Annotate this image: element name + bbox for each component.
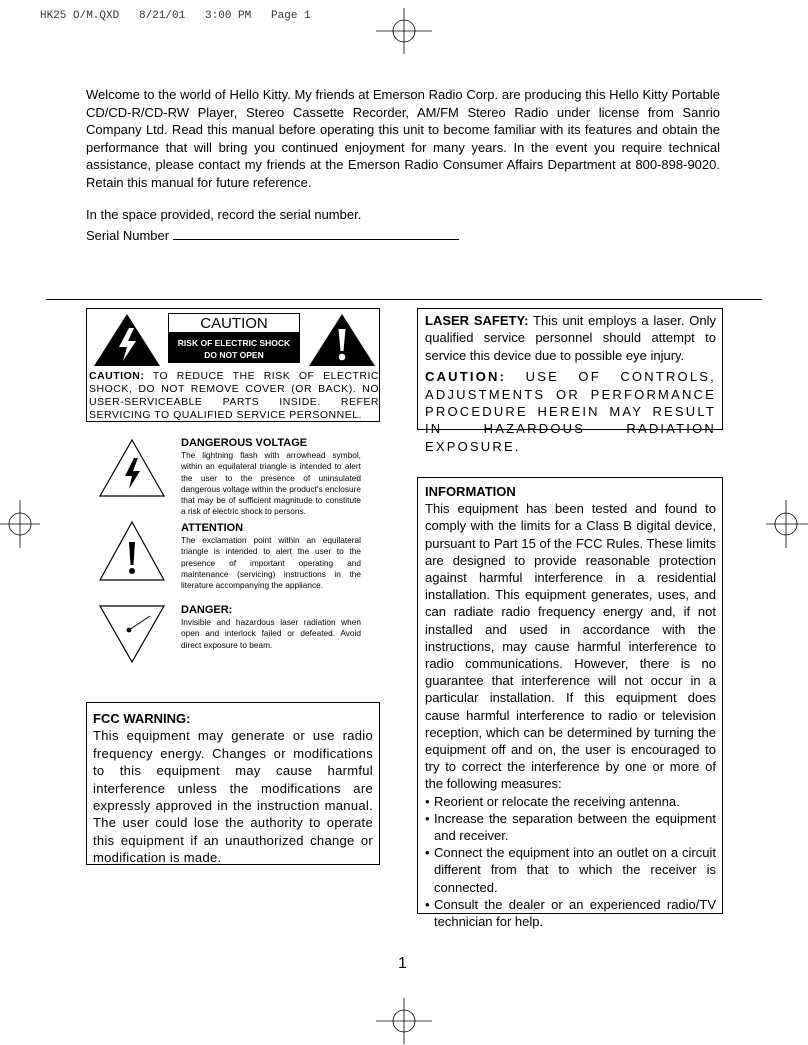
serial-instruction: In the space provided, record the serial number. [86,206,362,222]
laser-safety-text: This unit employs a laser. Only qualified service personnel should attempt to service this device due to possible eye injury. [425,313,716,363]
list-item: • Consult the dealer or an experienced radio/TV technician for help. [425,896,716,930]
dangerous-voltage-title: DANGEROUS VOLTAGE [181,437,308,449]
risk-of-shock-banner [168,333,300,363]
welcome-paragraph: Welcome to the world of Hello Kitty. My friends at Emerson Radio Corp. are producing this Hello Kitty Portable CD/CD-R/CD-RW Player, Stereo Cassette Recorder, AM/FM Stereo Radio under license from Sanrio Company Ltd. Read this manual before operating this unit to become familiar with its features and obtain the performance that will bring you continued enjoyment for many years. In the event you require technical assistance, please contact my friends at the Emerson Radio Consumer Affairs Department at 800-898-9020. Retain this manual for future reference. [86,87,720,190]
serial-number-row [86,227,720,245]
fcc-warning-title: FCC WARNING: [93,711,191,726]
exclamation-triangle-icon [307,312,377,368]
laser-safety-paragraph [425,312,716,364]
registration-mark-left [0,500,40,548]
registration-mark-top [376,8,432,54]
caution-text-prefix: CAUTION: [89,370,145,382]
registration-mark-bottom [376,998,432,1044]
information-text: This equipment has been tested and found to comply with the limits for a Class B digital device, pursuant to Part 15 of the FCC Rules. These limits are designed to provide reasonable protection against harmful interference in a residential installation. This equipment generates, uses, and can radiate radio frequency energy and, if not installed and used in accordance with the instructions, may cause harmful interference to radio communications. However, there is no guarantee that interference will not occur in a particular installation. If this equipment does cause harmful interference to radio or television reception, which can be determined by turning the equipment off and on, the user is encouraged to try to correct the interference by one or more of the following measures: [425,501,716,792]
dangerous-voltage-section [181,437,361,518]
list-item: • Increase the separation between the equipment and receiver. [425,810,716,844]
caution-label-box [86,308,380,422]
fcc-warning-text: This equipment may generate or use radio frequency energy. Changes or modifications to this equipment may cause harmful interference unless the modifications are expressly approved in the instruction manual. The user could lose the authority to operate this equipment if an unauthorized change or modification is made. [93,728,373,866]
risk-line-1: RISK OF ELECTRIC SHOCK [177,338,291,348]
page-number: 1 [398,955,407,972]
list-item: • Reorient or relocate the receiving antenna. [425,793,716,810]
attention-title: ATTENTION [181,522,244,534]
horizontal-divider [46,299,762,300]
lightning-triangle-icon [92,312,162,368]
information-title: INFORMATION [425,484,516,499]
intro-section [86,86,720,245]
caution-title: CAUTION [168,313,300,333]
print-slug: HK25 O/M.QXD 8/21/01 3:00 PM Page 1 [40,10,311,22]
danger-text: Invisible and hazardous laser radiation when open and interlock failed or defeated. Avoid direct exposure to beam. [181,617,361,650]
danger-section [181,604,361,651]
lightning-outline-triangle-icon [98,438,166,498]
fcc-warning-box [86,702,380,865]
laser-caution-paragraph [425,368,716,455]
dangerous-voltage-text: The lightning flash with arrowhead symbol, within an equilateral triangle is intended to alert the user to the presence of uninsulated dangerous voltage within the product's enclosure that may be of sufficient magnitude to constitute a risk of electric shock to persons. [181,450,361,517]
serial-number-blank [173,227,459,240]
attention-section [181,522,361,591]
laser-safety-box [417,308,723,454]
laser-caution-title: CAUTION: [425,369,507,385]
risk-line-2: DO NOT OPEN [204,350,264,360]
laser-warning-triangle-icon [98,604,166,664]
caution-warning-text [89,370,379,422]
laser-caution-text: USE OF CONTROLS, ADJUSTMENTS OR PERFORMANCE PROCEDURE HEREIN MAY RESULT IN HAZARDOUS RADIATION EXPOSURE. [425,369,716,454]
danger-title: DANGER: [181,604,233,616]
list-item: • Connect the equipment into an outlet on a circuit different from that to which the receiver is connected. [425,844,716,896]
laser-safety-title: LASER SAFETY: [425,313,529,328]
caution-text-body: TO REDUCE THE RISK OF ELECTRIC SHOCK, DO NOT REMOVE COVER (OR BACK). NO USER-SERVICEABLE PARTS INSIDE. REFER SERVICING TO QUALIFIED SERVICE PERSONNEL. [89,370,379,421]
information-box [417,477,723,930]
interference-measures-list [425,793,716,931]
serial-number-label: Serial Number [86,228,170,244]
exclamation-outline-triangle-icon [98,520,166,582]
registration-mark-right [766,500,808,548]
attention-text: The exclamation point within an equilateral triangle is intended to alert the user to the presence of important operating and maintenance (servicing) instructions in the literature accompanying the appliance. [181,535,361,591]
